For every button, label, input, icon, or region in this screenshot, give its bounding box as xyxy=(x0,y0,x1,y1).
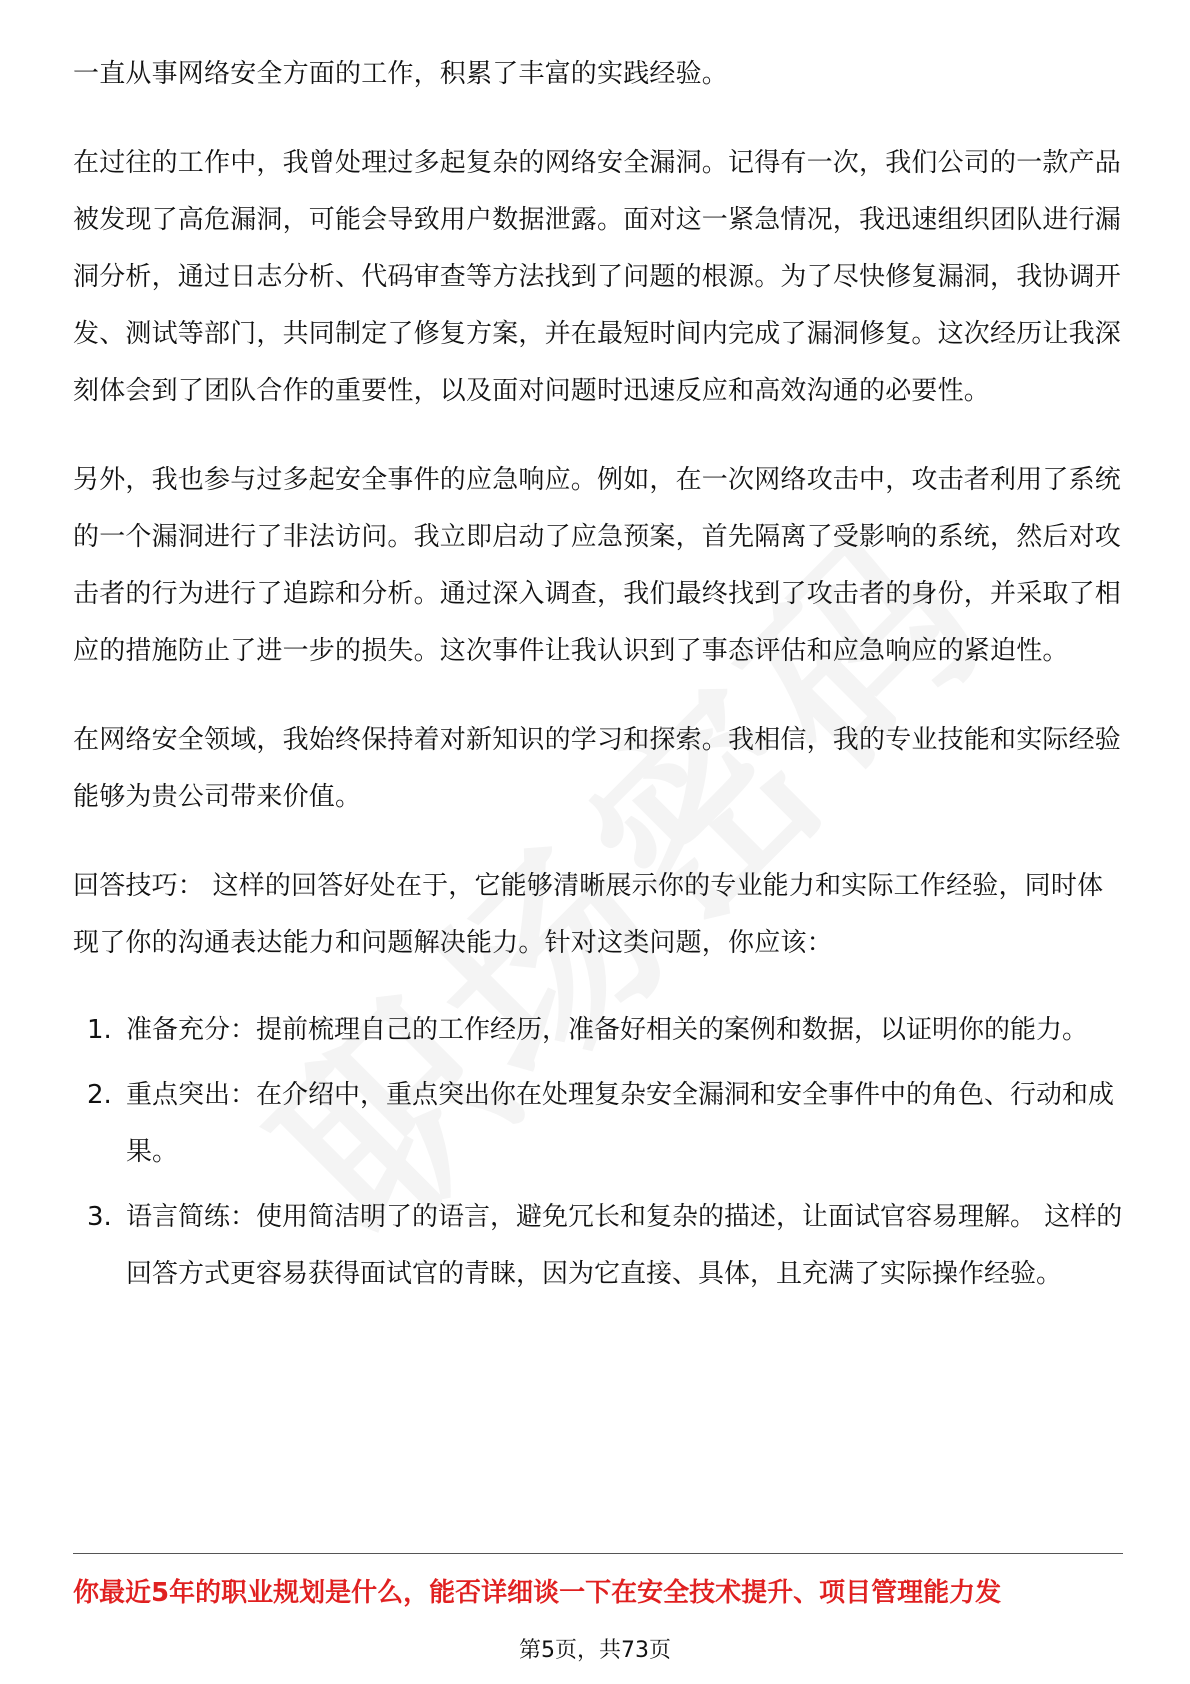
paragraph-learning: 在网络安全领域，我始终保持着对新知识的学习和探索。我相信，我的专业技能和实际经验能够为贵公司带来价值。 xyxy=(73,725,1122,812)
document-body xyxy=(73,46,1123,1311)
list-item-number: 3. xyxy=(87,1202,112,1232)
list-item-text: 重点突出：在介绍中，重点突出你在处理复杂安全漏洞和安全事件中的角色、行动和成果。 xyxy=(126,1080,1115,1167)
list-item-text: 准备充分：提前梳理自己的工作经历，准备好相关的案例和数据，以证明你的能力。 xyxy=(126,1015,1089,1045)
divider xyxy=(73,1553,1123,1554)
list-item xyxy=(73,1002,1123,1059)
list-item-number: 1. xyxy=(87,1015,112,1045)
tips-list xyxy=(73,1002,1123,1303)
list-item xyxy=(73,1189,1123,1303)
paragraph-answer-tips: 回答技巧： 这样的回答好处在于，它能够清晰展示你的专业能力和实际工作经验，同时体现了你的沟通表达能力和问题解决能力。针对这类问题，你应该： xyxy=(73,871,1104,958)
list-item-text: 语言简练：使用简洁明了的语言，避免冗长和复杂的描述，让面试官容易理解。 这样的回答方式更容易获得面试官的青睐，因为它直接、具体，且充满了实际操作经验。 xyxy=(126,1202,1123,1289)
paragraph-vulnerability-experience: 在过往的工作中，我曾处理过多起复杂的网络安全漏洞。记得有一次，我们公司的一款产品被发现了高危漏洞，可能会导致用户数据泄露。面对这一紧急情况，我迅速组织团队进行漏洞分析，通过日志分析、代码审查等方法找到了问题的根源。为了尽快修复漏洞，我协调开发、测试等部门，共同制定了修复方案，并在最短时间内完成了漏洞修复。这次经历让我深刻体会到了团队合作的重要性，以及面对问题时迅速反应和高效沟通的必要性。 xyxy=(73,148,1122,406)
page-number: 第5页，共73页 xyxy=(519,1638,671,1663)
paragraph-incident-response: 另外，我也参与过多起安全事件的应急响应。例如，在一次网络攻击中，攻击者利用了系统的一个漏洞进行了非法访问。我立即启动了应急预案，首先隔离了受影响的系统，然后对攻击者的行为进行了追踪和分析。通过深入调查，我们最终找到了攻击者的身份，并采取了相应的措施防止了进一步的损失。这次事件让我认识到了事态评估和应急响应的紧迫性。 xyxy=(73,465,1122,666)
list-item xyxy=(73,1067,1123,1181)
paragraph-intro: 一直从事网络安全方面的工作，积累了丰富的实践经验。 xyxy=(73,59,729,89)
next-question-heading: 你最近5年的职业规划是什么，能否详细谈一下在安全技术提升、项目管理能力发 xyxy=(73,1578,1002,1608)
list-item-number: 2. xyxy=(87,1080,112,1110)
